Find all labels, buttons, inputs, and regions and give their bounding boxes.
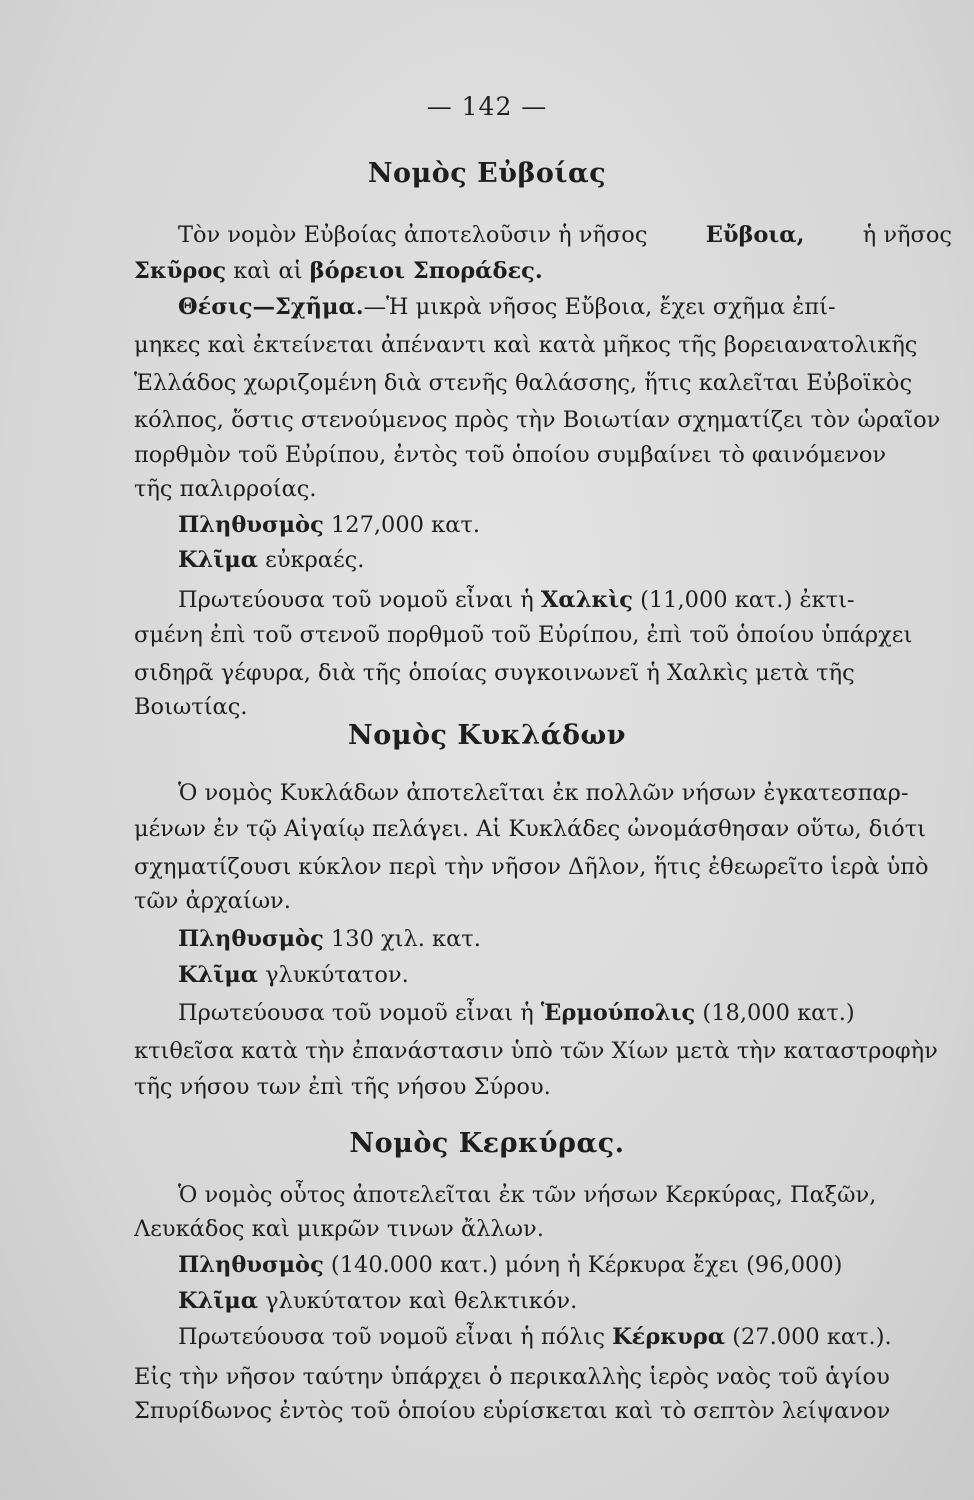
paragraph-line [178,1286,952,1316]
text-segment: καὶ αἱ [226,258,310,284]
bold-term: Κέρκυρα [612,1324,726,1350]
text-segment: Τὸν νομὸν Εὐβοίας ἀποτελοῦσιν ἡ νῆσος [178,222,648,248]
paragraph-line: Λευκάδος καὶ μικρῶν τινων ἄλλων. [134,1216,544,1242]
paragraph-line: τῶν ἀρχαίων. [134,888,291,914]
text-segment: (11,000 κατ.) ἐκτι- [632,587,855,613]
paragraph-line: τῆς νήσου των ἐπὶ τῆς νήσου Σύρου. [134,1074,551,1100]
bold-term: Πληθυσμὸς [178,512,324,538]
bold-term: Σκῦρος [134,258,227,284]
paragraph-line: μένων ἐν τῷ Αἰγαίῳ πελάγει. Αἱ Κυκλάδες ὠνομάσθησαν οὕτω, διότι [134,816,926,842]
bold-term: Χαλκὶς [540,587,633,613]
page-number: — 142 — [426,92,548,121]
text-segment: (18,000 κατ.) [695,1000,855,1026]
paragraph-line [178,998,952,1028]
paragraph-line: μηκες καὶ ἐκτείνεται ἀπέναντι καὶ κατὰ μῆκος τῆς βορειανατολικῆς [134,332,918,358]
text-segment: ἡ νῆσος [862,222,952,248]
paragraph-line: πορθμὸν τοῦ Εὐρίπου, ἐντὸς τοῦ ὁποίου συμβαίνει τὸ φαινόμενον [134,442,887,468]
paragraph-line [178,1250,952,1280]
bold-term: βόρειοι Σποράδες. [309,258,543,284]
bold-term: Κλῖμα [178,1288,259,1314]
paragraph-line: Σπυρίδωνος ἐντὸς τοῦ ὁποίου εὑρίσκεται καὶ τὸ σεπτὸν λείψανον [134,1398,891,1424]
section-heading-corfu: Νομὸς Κερκύρας. [349,1128,625,1159]
paragraph-line: Βοιωτίας. [134,694,248,720]
bold-term: Πληθυσμὸς [178,926,324,952]
paragraph-line: Ἑλλάδος χωριζομένη διὰ στενῆς θαλάσσης, ἥτις καλεῖται Εὐβοϊκὸς [134,370,913,396]
bold-term: Κλῖμα [178,962,259,988]
text-segment: γλυκύτατον καὶ θελκτικόν. [258,1288,578,1314]
text-segment: εὐκραές. [258,547,365,573]
text-segment: Πρωτεύουσα τοῦ νομοῦ εἶναι ἡ πόλις [178,1324,613,1350]
paragraph-line: Ὁ νομὸς Κυκλάδων ἀποτελεῖται ἐκ πολλῶν νήσων ἐγκατεσπαρ- [178,780,909,806]
paragraph-line: τῆς παλιρροίας. [134,476,317,502]
paragraph-line [178,924,952,954]
paragraph-line [178,545,952,575]
paragraph-line: Εἰς τὴν νῆσον ταύτην ὑπάρχει ὁ περικαλλὴς ἱερὸς ναὸς τοῦ ἁγίου [134,1364,890,1390]
paragraph-line: σιδηρᾶ γέφυρα, διὰ τῆς ὁποίας συγκοινωνεῖ ἡ Χαλκὶς μετὰ τῆς [134,660,855,686]
paragraph-line [178,585,952,615]
paragraph-line [178,1322,952,1352]
text-segment: (27.000 κατ.). [725,1324,892,1350]
paragraph-line [178,960,952,990]
bold-term: Εὔβοια, [705,222,805,248]
bold-term: Θέσις—Σχῆμα. [178,294,364,320]
section-heading-cyclades: Νομὸς Κυκλάδων [348,720,626,751]
paragraph-line [178,220,952,250]
text-segment: γλυκύτατον. [258,962,409,988]
paragraph-line: Ὁ νομὸς οὗτος ἀποτελεῖται ἐκ τῶν νήσων Κερκύρας, Παξῶν, [178,1182,877,1208]
text-segment: (140.000 κατ.) μόνη ἡ Κέρκυρα ἔχει (96,000) [323,1252,843,1278]
section-heading-euboea: Νομὸς Εὐβοίας [367,158,607,189]
paragraph-line: σχηματίζουσι κύκλον περὶ τὴν νῆσον Δῆλον, ἥτις ἐθεωρεῖτο ἱερὰ ὑπὸ [134,854,929,880]
text-segment: Πρωτεύουσα τοῦ νομοῦ εἶναι ἡ [178,587,541,613]
text-segment: 127,000 κατ. [323,512,480,538]
text-segment: Πρωτεύουσα τοῦ νομοῦ εἶναι ἡ [178,1000,541,1026]
paragraph-line [178,510,952,540]
text-segment: —Ἡ μικρὰ νῆσος Εὔβοια, ἔχει σχῆμα ἐπί- [363,294,836,320]
bold-term: Κλῖμα [178,547,259,573]
paragraph-line [134,256,952,286]
paragraph-line: σμένη ἐπὶ τοῦ στενοῦ πορθμοῦ τοῦ Εὐρίπου, ἐπὶ τοῦ ὁποίου ὑπάρχει [134,622,913,648]
paragraph-line: κτιθεῖσα κατὰ τὴν ἐπανάστασιν ὑπὸ τῶν Χίων μετὰ τὴν καταστροφὴν [134,1038,938,1064]
bold-term: Πληθυσμὸς [178,1252,324,1278]
bold-term: Ἑρμούπολις [540,1000,696,1026]
text-segment: 130 χιλ. κατ. [323,926,481,952]
paragraph-line [178,292,952,322]
paragraph-line: κόλπος, ὅστις στενούμενος πρὸς τὴν Βοιωτίαν σχηματίζει τὸν ὡραῖον [134,407,941,433]
